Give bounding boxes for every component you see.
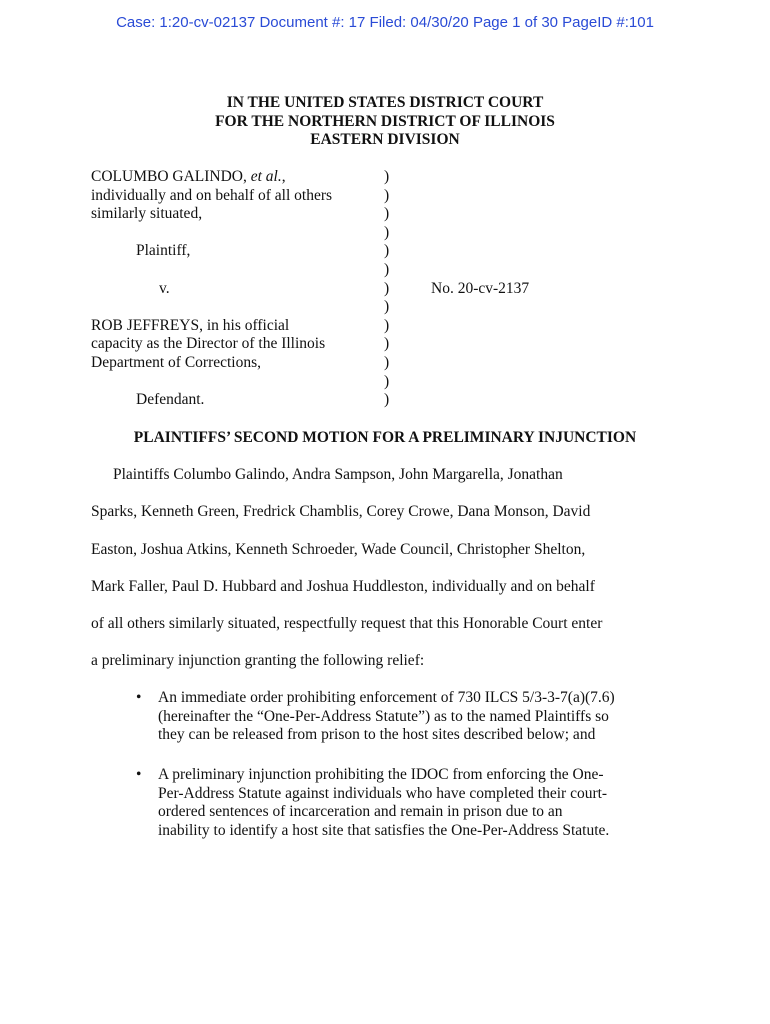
defendant-line-3: Department of Corrections, <box>91 353 262 371</box>
case-number: No. 20-cv-2137 <box>431 280 530 297</box>
caption-spacer <box>91 224 381 243</box>
court-heading-line-1: IN THE UNITED STATES DISTRICT COURT <box>226 94 544 111</box>
body-line-5: of all others similarly situated, respectfully request that this Honorable Court enter <box>91 615 603 633</box>
bullet-2-line-3: ordered sentences of incarceration and remain in prison due to an <box>158 803 563 821</box>
plaintiff-name: COLUMBO GALINDO, <box>91 168 251 185</box>
caption-spacer <box>91 261 381 280</box>
court-heading-line-3: EASTERN DIVISION <box>310 131 460 148</box>
court-heading <box>0 94 770 150</box>
bullet-item <box>136 766 696 840</box>
bullet-item <box>136 689 696 745</box>
et-al: et al. <box>250 168 282 185</box>
caption-paren: ) <box>384 242 390 260</box>
bullet-1-line-3: they can be released from prison to the host sites described below; and <box>158 726 596 744</box>
body-line-1: Plaintiffs Columbo Galindo, Andra Sampson, John Margarella, Jonathan <box>113 466 563 483</box>
caption-paren: ) <box>384 205 390 223</box>
caption-paren: ) <box>384 186 390 204</box>
caption-paren-column <box>384 168 389 410</box>
plaintiff-description-line-3: similarly situated, <box>91 205 203 223</box>
body-line-3: Easton, Joshua Atkins, Kenneth Schroeder, Wade Council, Christopher Shelton, <box>91 540 586 558</box>
caption-paren: ) <box>384 353 390 371</box>
bullet-1-line-1: An immediate order prohibiting enforcement of 730 ILCS 5/3-3-7(a)(7.6) <box>158 689 615 706</box>
versus-label: v. <box>159 279 170 297</box>
plaintiff-description-line-2: individually and on behalf of all others <box>91 186 333 204</box>
bullet-2-line-4: inability to identify a host site that satisfies the One-Per-Address Statute. <box>158 821 610 839</box>
plaintiff-name-line <box>91 168 381 187</box>
caption-paren: ) <box>384 279 390 297</box>
body-line-6: a preliminary injunction granting the following relief: <box>91 652 425 670</box>
relief-bullet-2 <box>136 766 696 840</box>
caption-paren: ) <box>384 335 390 353</box>
court-heading-line-2: FOR THE NORTHERN DISTRICT OF ILLINOIS <box>215 112 555 130</box>
bullet-2-line-2: Per-Address Statute against individuals who have completed their court- <box>158 784 608 802</box>
relief-bullet-1 <box>136 689 696 745</box>
motion-body-paragraph <box>91 464 691 688</box>
caption-paren: ) <box>384 298 390 316</box>
bullet-2-line-1: A preliminary injunction prohibiting the IDOC from enforcing the One- <box>158 766 604 783</box>
caption-paren: ) <box>384 260 390 278</box>
body-line-4: Mark Faller, Paul D. Hubbard and Joshua Huddleston, individually and on behalf <box>91 577 595 595</box>
caption-paren: ) <box>384 168 390 185</box>
defendant-line-2: capacity as the Director of the Illinois <box>91 335 326 353</box>
caption-paren: ) <box>384 316 390 334</box>
plaintiff-role: Plaintiff, <box>136 242 191 260</box>
ecf-header-stamp: Case: 1:20-cv-02137 Document #: 17 Filed: 04/30/20 Page 1 of 30 PageID #:101 <box>116 14 654 31</box>
caption-paren: ) <box>384 372 390 390</box>
et-al-comma: , <box>281 168 286 185</box>
caption-spacer <box>91 373 381 392</box>
bullet-dot-icon: • <box>136 689 142 706</box>
defendant-role: Defendant. <box>136 391 205 409</box>
caption-paren: ) <box>384 391 390 409</box>
case-caption-parties <box>91 168 381 410</box>
bullet-dot-icon: • <box>136 766 142 783</box>
caption-paren: ) <box>384 223 390 241</box>
bullet-1-line-2: (hereinafter the “One-Per-Address Statute”) as to the named Plaintiffs so <box>158 707 609 725</box>
body-line-2: Sparks, Kenneth Green, Fredrick Chamblis, Corey Crowe, Dana Monson, David <box>91 503 591 521</box>
caption-spacer <box>91 298 381 317</box>
defendant-line-1: ROB JEFFREYS, in his official <box>91 316 290 334</box>
motion-title: PLAINTIFFS’ SECOND MOTION FOR A PRELIMINARY INJUNCTION <box>133 429 637 446</box>
